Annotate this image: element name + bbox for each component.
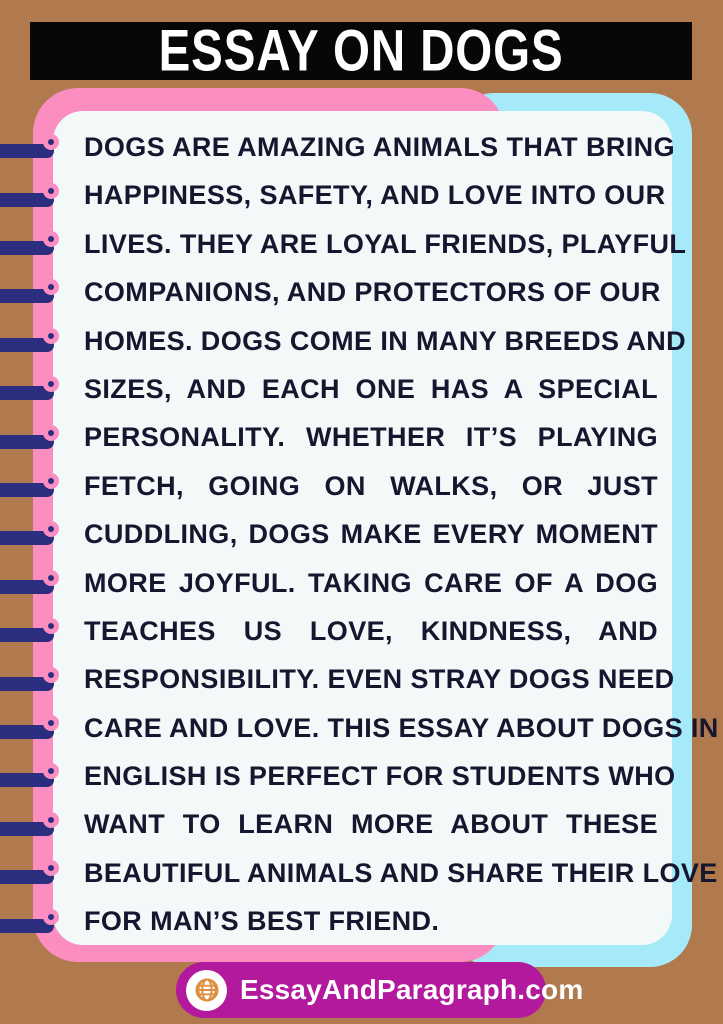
website-name: EssayAndParagraph.com: [240, 974, 584, 1005]
spiral-ring: [0, 667, 72, 693]
spiral-ring: [0, 134, 72, 160]
spiral-ring-hole: [43, 521, 59, 537]
spiral-ring: [0, 715, 72, 741]
spiral-ring-hole: [43, 376, 59, 392]
spiral-ring: [0, 570, 72, 596]
essay-body: [84, 123, 719, 946]
spiral-ring: [0, 860, 72, 886]
essay-line: ENGLISH IS PERFECT FOR STUDENTS WHO: [84, 761, 676, 792]
essay-line: MORE JOYFUL. TAKING CARE OF A DOG: [84, 567, 658, 598]
essay-line: SIZES, AND EACH ONE HAS A SPECIAL: [84, 373, 658, 404]
spiral-ring-hole: [43, 763, 59, 779]
essay-line: DOGS ARE AMAZING ANIMALS THAT BRING: [84, 132, 675, 162]
essay-line: LIVES. THEY ARE LOYAL FRIENDS, PLAYFUL: [84, 228, 687, 259]
spiral-ring-hole: [43, 231, 59, 247]
spiral-ring-hole: [43, 812, 59, 828]
spiral-ring-hole: [43, 328, 59, 344]
spiral-ring: [0, 473, 72, 499]
spiral-ring: [0, 618, 72, 644]
essay-line: HAPPINESS, SAFETY, AND LOVE INTO OUR: [84, 180, 666, 211]
essay-line: PERSONALITY. WHETHER IT’S PLAYING: [84, 422, 658, 453]
spiral-ring-hole: [43, 860, 59, 876]
spiral-ring: [0, 279, 72, 305]
spiral-ring-hole: [43, 134, 59, 150]
essay-line: TEACHES US LOVE, KINDNESS, AND: [84, 615, 658, 646]
globe-icon: [186, 970, 227, 1011]
spiral-ring-hole: [43, 473, 59, 489]
spiral-ring: [0, 763, 72, 789]
spiral-ring: [0, 183, 72, 209]
spiral-ring-hole: [43, 715, 59, 731]
spiral-ring: [0, 521, 72, 547]
essay-line: FETCH, GOING ON WALKS, OR JUST: [84, 470, 658, 501]
essay-line: RESPONSIBILITY. EVEN STRAY DOGS NEED: [84, 664, 675, 695]
spiral-ring-hole: [43, 425, 59, 441]
essay-line: CARE AND LOVE. THIS ESSAY ABOUT DOGS IN: [84, 712, 719, 743]
essay-line: HOMES. DOGS COME IN MANY BREEDS AND: [84, 325, 687, 356]
page-title: ESSAY ON DOGS: [158, 18, 564, 84]
essay-line: WANT TO LEARN MORE ABOUT THESE: [84, 809, 658, 840]
website-badge[interactable]: [176, 962, 584, 1018]
spiral-ring-hole: [43, 570, 59, 586]
spiral-ring: [0, 909, 72, 935]
essay-line: BEAUTIFUL ANIMALS AND SHARE THEIR LOVE: [84, 857, 718, 888]
spiral-ring-hole: [43, 183, 59, 199]
essay-line: COMPANIONS, AND PROTECTORS OF OUR: [84, 277, 661, 308]
spiral-ring: [0, 812, 72, 838]
spiral-ring: [0, 425, 72, 451]
spiral-ring-hole: [43, 618, 59, 634]
spiral-ring: [0, 328, 72, 354]
spiral-ring-hole: [43, 279, 59, 295]
spiral-ring: [0, 231, 72, 257]
essay-line: FOR MAN’S BEST FRIEND.: [84, 906, 440, 937]
essay-line: CUDDLING, DOGS MAKE EVERY MOMENT: [84, 519, 658, 550]
title-banner: [30, 18, 692, 84]
spiral-ring: [0, 376, 72, 402]
spiral-ring-hole: [43, 667, 59, 683]
spiral-ring-hole: [43, 909, 59, 925]
